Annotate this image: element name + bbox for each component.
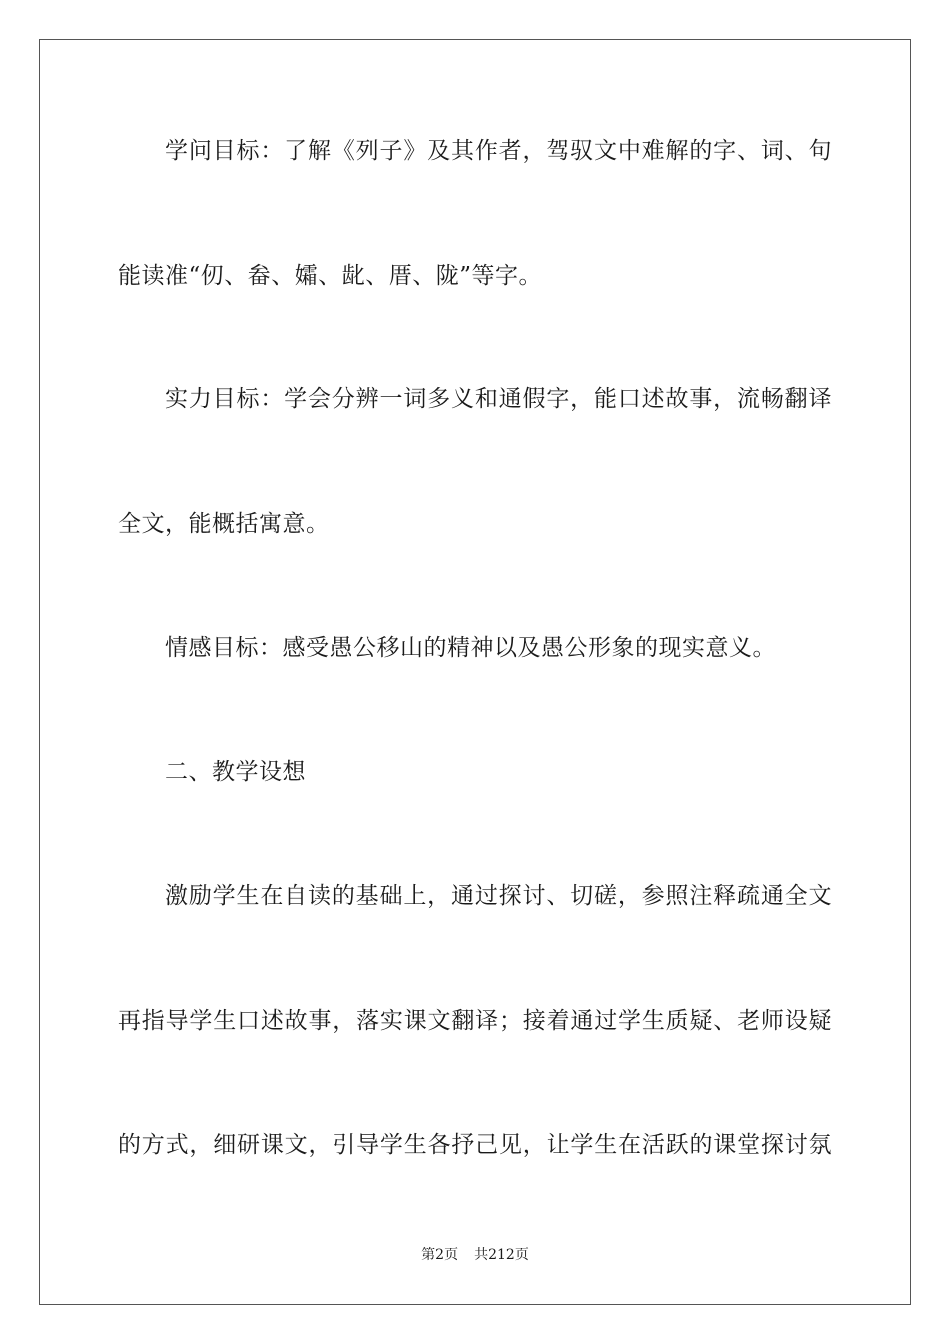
page-number: 第2页 bbox=[421, 1247, 459, 1263]
paragraph-line: 再指导学生口述故事，落实课文翻译；接着通过学生质疑、老师设疑 bbox=[118, 1008, 832, 1034]
paragraph-line: 的方式，细研课文，引导学生各抒己见，让学生在活跃的课堂探讨氛 bbox=[118, 1132, 832, 1158]
paragraph-line: 能读准“仞、畚、孀、龀、厝、陇”等字。 bbox=[118, 263, 543, 289]
section-heading: 二、教学设想 bbox=[165, 759, 306, 785]
paragraph-line: 全文，能概括寓意。 bbox=[118, 511, 330, 537]
paragraph-line: 情感目标：感受愚公移山的精神以及愚公形象的现实意义。 bbox=[165, 635, 776, 661]
page-border bbox=[39, 39, 911, 1305]
paragraph-line: 学问目标：了解《列子》及其作者，驾驭文中难解的字、词、句 bbox=[165, 138, 832, 164]
page-footer bbox=[0, 1246, 950, 1264]
paragraph-line: 实力目标：学会分辨一词多义和通假字，能口述故事，流畅翻译 bbox=[165, 386, 832, 412]
page-total: 共212页 bbox=[474, 1247, 529, 1263]
paragraph-line: 激励学生在自读的基础上，通过探讨、切磋，参照注释疏通全文 bbox=[165, 883, 832, 909]
